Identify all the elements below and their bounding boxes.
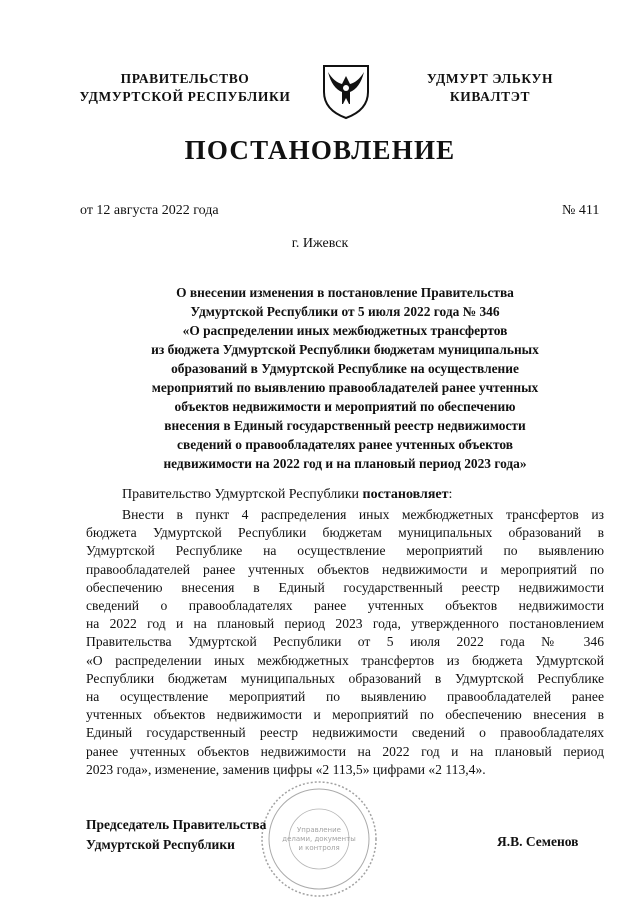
issuer-name-udmurt <box>400 70 580 106</box>
body-line: Удмуртской Республике на осуществление мероприятий по выявлению <box>86 543 604 559</box>
issuer-name-russian <box>70 70 300 106</box>
subject-line: недвижимости на 2022 год и на плановый период 2023 года» <box>163 456 527 471</box>
resolution-intro <box>122 487 452 503</box>
body-line: Единый государственный реестр недвижимости сведений о правообладателях <box>86 725 604 741</box>
subject-line: О внесении изменения в постановление Правительства <box>176 285 514 300</box>
document-number: № 411 <box>562 203 600 218</box>
body-line: 2023 года», изменение, заменив цифры «2 113,5» цифрами «2 113,4». <box>86 761 486 777</box>
subject-line: внесения в Единый государственный реестр недвижимости <box>164 418 526 433</box>
subject-line: из бюджета Удмуртской Республики бюджетам муниципальных <box>151 342 539 357</box>
official-stamp-icon <box>258 778 380 900</box>
svg-text:делами, документы: делами, документы <box>282 835 356 843</box>
body-line: сведений о правообладателях ранее учтенных объектов недвижимости <box>86 598 604 614</box>
subject-line: мероприятий по выявлению правообладателей ранее учтенных <box>151 380 539 395</box>
intro-prefix: Правительство Удмуртской Республики <box>122 487 363 502</box>
body-line: бюджета Удмуртской Республики бюджетам муниципальных образований в <box>86 525 604 541</box>
signatory-position <box>86 815 266 855</box>
resolution-body <box>86 506 604 779</box>
document-date: от 12 августа 2022 года <box>80 203 219 218</box>
intro-suffix: : <box>448 487 453 502</box>
body-line: правообладателей ранее учтенных объектов недвижимости и мероприятий по <box>86 561 604 577</box>
subject-line: образований в Удмуртской Республике на осуществление <box>171 361 519 376</box>
body-line: на осуществление мероприятий по выявлению правообладателей ранее <box>86 689 604 705</box>
body-line: на 2022 год и на плановый период 2023 года, утвержденного постановлением <box>86 616 604 632</box>
body-line: «О распределении иных межбюджетных трансфертов из бюджета Удмуртской <box>86 652 604 668</box>
subject-line: объектов недвижимости и мероприятий по обеспечению <box>174 399 516 414</box>
document-city: г. Ижевск <box>291 236 349 251</box>
issuer-udmurt-line-2: КИВАЛТЭТ <box>449 89 531 104</box>
signatory-position-line-1: Председатель Правительства <box>86 817 267 832</box>
document-subject <box>125 283 565 473</box>
body-line: Республики бюджетам муниципальных образований в Удмуртской Республике <box>86 670 604 686</box>
body-line: Правительства Удмуртской Республики от 5 июля 2022 года № 346 <box>86 634 604 650</box>
subject-line: сведений о правообладателях ранее учтенных объектов <box>177 437 513 452</box>
body-line: учтенных объектов недвижимости и мероприятий по обеспечению внесения в <box>86 707 604 723</box>
body-line: ранее учтенных объектов недвижимости на 2022 год и на плановый период <box>86 743 604 759</box>
body-line: Внести в пункт 4 распределения иных межбюджетных трансфертов из <box>122 507 604 522</box>
signatory-position-line-2: Удмуртской Республики <box>86 837 235 852</box>
signatory-name: Я.В. Семенов <box>497 834 579 849</box>
svg-text:Управление: Управление <box>297 826 341 834</box>
intro-verb: постановляет <box>362 487 449 502</box>
subject-line: «О распределении иных межбюджетных трансфертов <box>182 323 508 338</box>
body-line: обеспечению внесения в Единый государственный реестр недвижимости <box>86 579 604 595</box>
udmurt-coat-of-arms-icon <box>318 58 374 120</box>
document-title: ПОСТАНОВЛЕНИЕ <box>184 135 456 165</box>
svg-text:и контроля: и контроля <box>298 844 340 852</box>
subject-line: Удмуртской Республики от 5 июля 2022 года № 346 <box>190 304 500 319</box>
issuer-udmurt-line-1: УДМУРТ ЭЛЬКУН <box>426 71 554 86</box>
issuer-line-1: ПРАВИТЕЛЬСТВО <box>120 71 250 86</box>
issuer-line-2: УДМУРТСКОЙ РЕСПУБЛИКИ <box>79 89 291 104</box>
